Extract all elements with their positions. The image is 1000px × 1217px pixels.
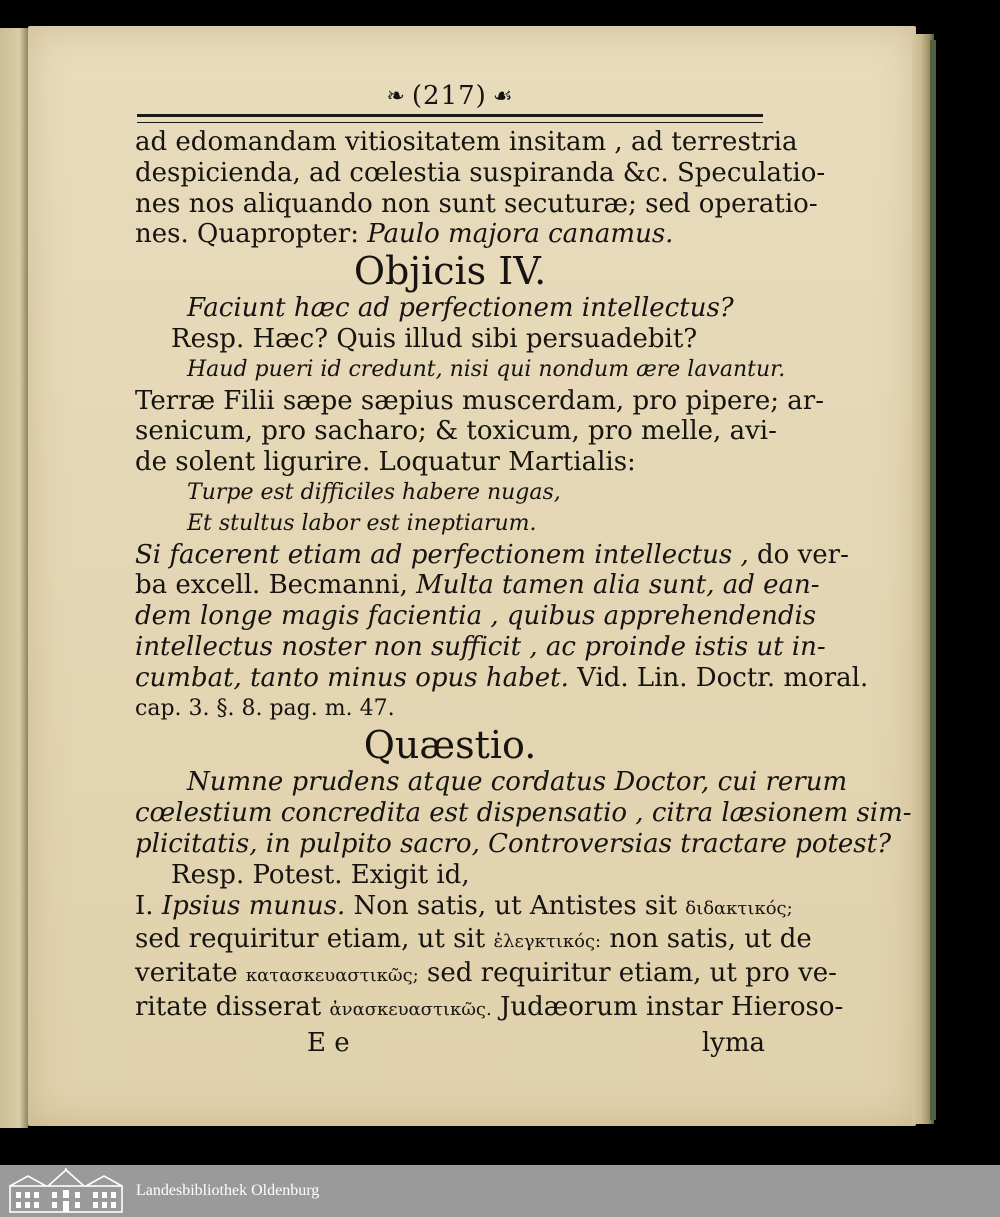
text-span: sed requiritur etiam, ut pro ve-: [427, 958, 837, 989]
greek-word: ἀνασκευαστικῶς.: [329, 998, 492, 1020]
text-line: [135, 924, 812, 958]
question-line: Numne prudens atque cordatus Doctor, cui rerum: [187, 767, 848, 798]
section-heading-quaestio: Quæstio.: [363, 723, 537, 768]
ornament-left-icon: ❧: [386, 83, 406, 109]
italic-span: Si facerent etiam ad perfectionem intellectus ,: [135, 539, 749, 570]
facing-page-edge: [0, 28, 28, 1128]
text-line: [135, 958, 837, 992]
italic-span: Multa tamen alia sunt, ad ean-: [416, 570, 820, 601]
response-line: Resp. Hæc? Quis illud sibi persuadebit?: [171, 323, 698, 354]
text-span: Judæorum instar Hieroso-: [499, 991, 844, 1022]
question-line: cœlestium concredita est dispensatio , citra læsionem sim-: [135, 798, 912, 829]
page-footer-line: [135, 1026, 765, 1060]
text-span: nes. Quapropter:: [135, 219, 359, 250]
text-span: non satis, ut de: [609, 924, 812, 955]
text-span: sed requiritur etiam, ut sit: [135, 924, 486, 955]
text-span: ba excell. Becmanni,: [135, 570, 408, 601]
verse-line: Et stultus labor est ineptiarum.: [187, 510, 537, 536]
text-line: intellectus noster non sufficit , ac proinde istis ut in-: [135, 631, 826, 662]
text-line: [135, 570, 820, 601]
page-text: [135, 78, 912, 1060]
ornament-right-icon: ☙: [492, 83, 514, 109]
text-line: dem longe magis facientia , quibus apprehendendis: [135, 601, 817, 632]
text-line: de solent ligurire. Loquatur Martialis:: [135, 447, 636, 478]
question-line: plicitatis, in pulpito sacro, Controversias tractare potest?: [135, 828, 892, 859]
text-line: [135, 219, 765, 250]
text-span: ritate disserat: [135, 991, 322, 1022]
citation: Vid. Lin. Doctr. moral.: [577, 662, 869, 693]
catchword: lyma: [701, 1027, 765, 1058]
text-line: nes nos aliquando non sunt secuturæ; sed operatio-: [135, 188, 818, 219]
running-header: [135, 78, 765, 114]
quote-line: Haud pueri id credunt, nisi qui nondum ære lavantur.: [187, 356, 786, 382]
text-line: despicienda, ad cœlestia suspiranda &c. Speculatio-: [135, 157, 826, 188]
library-footer-bar: [0, 1165, 1000, 1217]
text-line: ad edomandam vitiositatem insitam , ad terrestria: [135, 127, 798, 157]
greek-word: διδακτικός;: [685, 897, 793, 919]
signature-mark: E e: [307, 1027, 350, 1058]
library-building-icon: [8, 1168, 124, 1214]
verse-line: Turpe est difficiles habere nugas,: [187, 479, 561, 505]
page-number: (217): [411, 81, 487, 111]
response-line: Resp. Potest. Exigit id,: [171, 859, 470, 890]
text-span: Non satis, ut Antistes sit: [353, 890, 678, 921]
text-span: veritate: [135, 958, 238, 989]
text-line: [135, 991, 844, 1026]
italic-span: cumbat, tanto minus opus habet.: [135, 662, 569, 693]
greek-word: κατασκευαστικῶς;: [245, 965, 419, 987]
text-span: do ver-: [757, 539, 849, 570]
greek-word: ἐλεγκτικός:: [493, 931, 602, 953]
question-line: Faciunt hæc ad perfectionem intellectus?: [187, 293, 734, 324]
institution-name: Landesbibliothek Oldenburg: [136, 1182, 320, 1199]
italic-span: Ipsius munus.: [161, 890, 346, 921]
list-number: I.: [135, 890, 154, 921]
header-rule: [137, 114, 763, 123]
citation-line: cap. 3. §. 8. pag. m. 47.: [135, 695, 395, 721]
section-heading-objicis: Objicis IV.: [353, 249, 547, 294]
text-line: [135, 539, 849, 571]
text-line: [135, 890, 793, 925]
text-line: senicum, pro sacharo; & toxicum, pro melle, avi-: [135, 416, 777, 447]
text-line: [135, 662, 869, 694]
text-line: Terræ Filii sæpe sæpius muscerdam, pro pipere; ar-: [135, 385, 824, 416]
italic-quote: Paulo majora canamus.: [367, 219, 674, 250]
cover-edge: [930, 40, 936, 1120]
